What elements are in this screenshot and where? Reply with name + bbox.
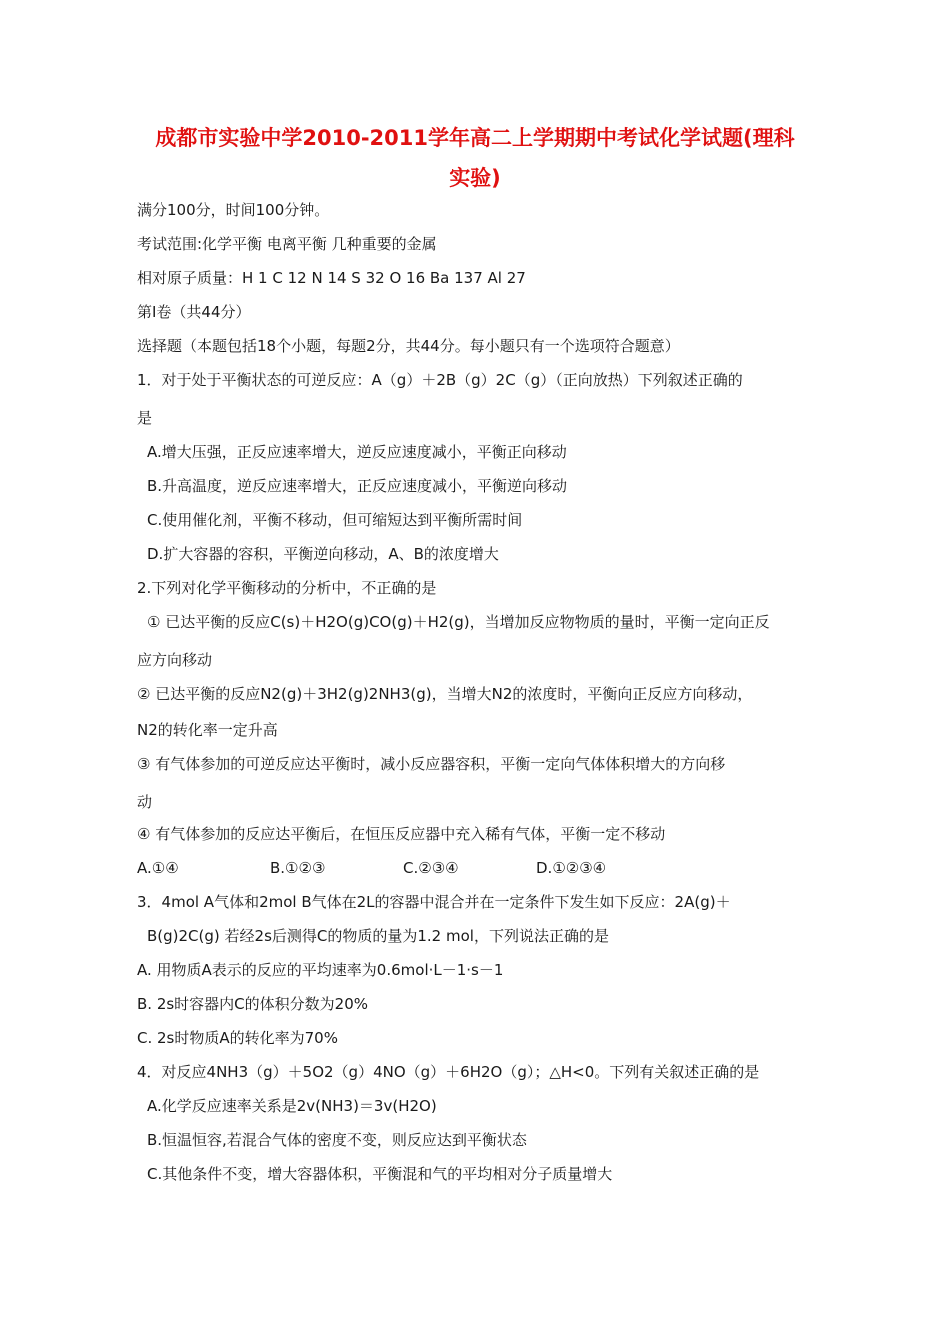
q2-statement-1-line-1: ① 已达平衡的反应C(s)＋H2O(g)CO(g)＋H2(g)，当增加反应物物质的量时，平衡一定向正反 [147,613,770,631]
atomic-mass-line: 相对原子质量：H 1 C 12 N 14 S 32 O 16 Ba 137 Al 27 [137,269,526,287]
q4-option-b: B.恒温恒容,若混合气体的密度不变，则反应达到平衡状态 [147,1131,527,1149]
q3-option-c: C. 2s时物质A的转化率为70% [137,1029,338,1047]
q1-stem-line-2: 是 [137,409,153,427]
q4-option-c: C.其他条件不变，增大容器体积，平衡混和气的平均相对分子质量增大 [147,1165,613,1183]
q2-option-b: B.①②③ [270,859,326,877]
q2-statement-2-line-1: ② 已达平衡的反应N2(g)＋3H2(g)2NH3(g)，当增大N2的浓度时，平衡向正反应方向移动， [137,685,753,703]
q2-option-d: D.①②③④ [536,859,607,877]
q1-stem-line-1: 1．对于处于平衡状态的可逆反应：A（g）＋2B（g）2C（g）（正向放热）下列叙述正确的 [137,371,743,389]
q4-option-a: A.化学反应速率关系是2v(NH3)＝3v(H2O) [147,1097,437,1115]
q2-statement-1-line-2: 应方向移动 [137,651,213,669]
q2-statement-2-line-2: N2的转化率一定升高 [137,721,278,739]
q1-option-b: B.升高温度，逆反应速率增大，正反应速度减小，平衡逆向移动 [147,477,568,495]
title-line-2: 实验) [449,166,501,190]
q1-option-c: C.使用催化剂，平衡不移动，但可缩短达到平衡所需时间 [147,511,523,529]
q2-statement-3-line-2: 动 [137,793,153,811]
q2-stem: 2.下列对化学平衡移动的分析中，不正确的是 [137,579,437,597]
q2-option-a: A.①④ [137,859,179,877]
q2-statement-3-line-1: ③ 有气体参加的可逆反应达平衡时，减小反应器容积，平衡一定向气体体积增大的方向移 [137,755,726,773]
q2-option-c: C.②③④ [403,859,459,877]
q3-option-a: A. 用物质A表示的反应的平均速率为0.6mol·L－1·s－1 [137,961,504,979]
title-line-1: 成都市实验中学2010-2011学年高二上学期期中考试化学试题(理科 [155,126,795,150]
q1-option-d: D.扩大容器的容积，平衡逆向移动，A、B的浓度增大 [147,545,499,563]
q4-stem: 4．对反应4NH3（g）＋5O2（g）4NO（g）＋6H2O（g）；△H<0。下列有关叙述正确的是 [137,1063,760,1081]
exam-scope-line: 考试范围:化学平衡 电离平衡 几种重要的金属 [137,235,437,253]
q3-stem-line-2: B(g)2C(g) 若经2s后测得C的物质的量为1.2 mol，下列说法正确的是 [147,927,609,945]
document-title [100,118,850,198]
volume-heading: 第Ⅰ卷（共44分） [137,303,251,321]
q1-option-a: A.增大压强，正反应速率增大，逆反应速度减小，平衡正向移动 [147,443,567,461]
section-instruction: 选择题（本题包括18个小题，每题2分，共44分。每小题只有一个选项符合题意） [137,337,680,355]
q2-statement-4: ④ 有气体参加的反应达平衡后，在恒压反应器中充入稀有气体，平衡一定不移动 [137,825,666,843]
q3-stem-line-1: 3．4mol A气体和2mol B气体在2L的容器中混合并在一定条件下发生如下反应：2A(g)＋ [137,893,731,911]
q3-option-b: B. 2s时容器内C的体积分数为20% [137,995,368,1013]
q2-options-row [137,857,606,879]
score-time-line: 满分100分，时间100分钟。 [137,201,330,219]
